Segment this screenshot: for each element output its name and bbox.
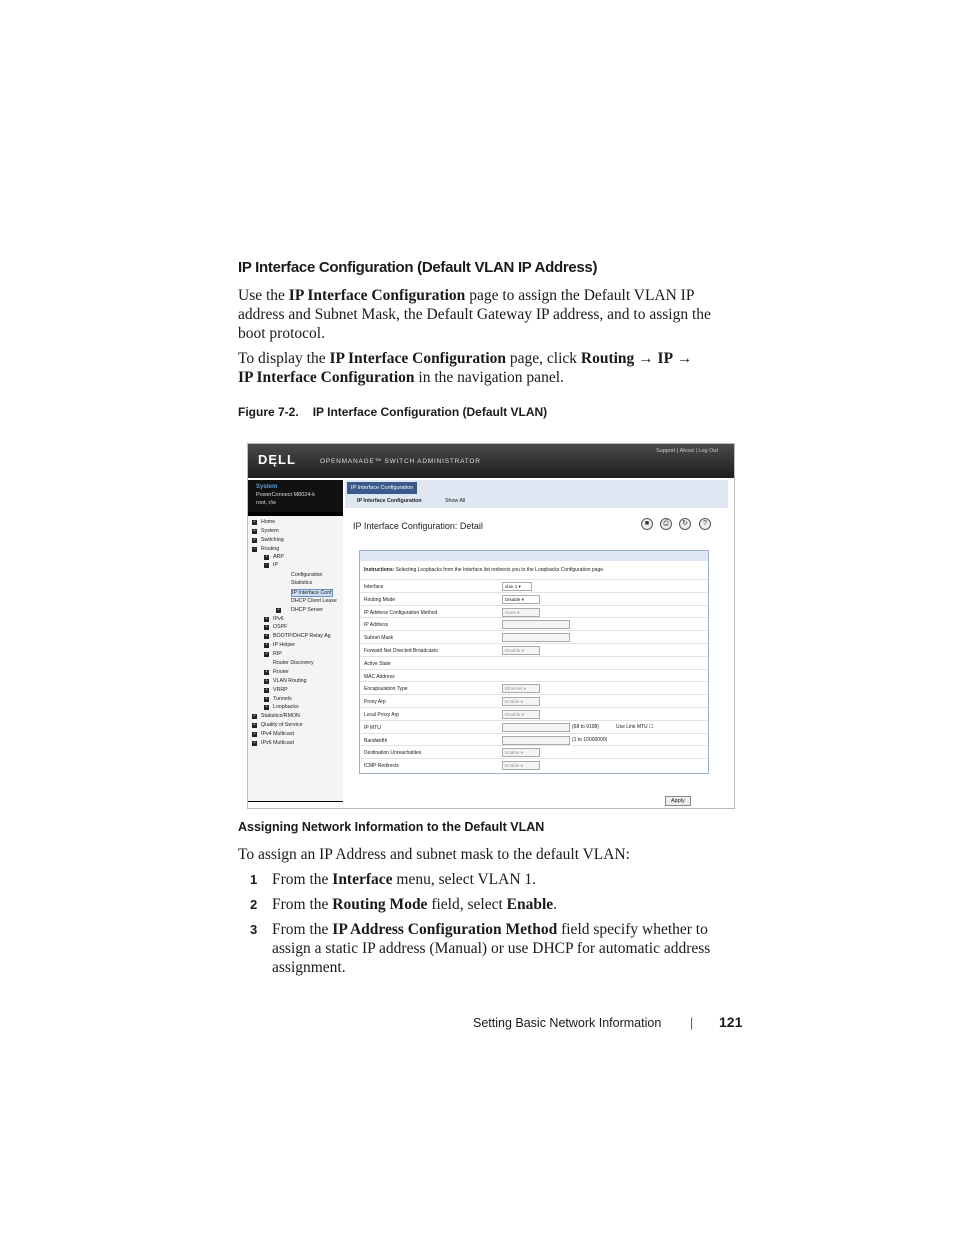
nav-item[interactable]: OSPF	[273, 624, 288, 630]
nav-item[interactable]: IP Interface Conf	[292, 590, 332, 596]
bold-term: IP Address Configuration Method	[332, 921, 558, 938]
text-field[interactable]	[502, 736, 570, 745]
nav-item[interactable]: RIP	[273, 651, 282, 657]
refresh-icon[interactable]: ↻	[679, 518, 691, 530]
expand-icon[interactable]: +	[265, 634, 268, 639]
step-3	[250, 920, 730, 977]
nav-item[interactable]: BOOTP/DHCP Relay Ag	[273, 633, 331, 639]
instructions-label: Instructions:	[364, 567, 395, 573]
bold-term: IP Interface Configuration	[329, 350, 506, 367]
nav-item[interactable]: Statistics	[291, 580, 313, 586]
nav-item[interactable]: DHCP Client Lease	[291, 598, 337, 604]
system-title[interactable]: System	[256, 484, 278, 490]
field-label: Proxy Arp	[364, 699, 386, 706]
text: From the	[272, 896, 333, 913]
nav-item[interactable]: System	[261, 528, 279, 534]
text: To display the	[238, 350, 330, 367]
arrow: →	[673, 350, 693, 367]
text-field[interactable]	[502, 620, 570, 629]
bold-term: Enable	[506, 896, 554, 913]
select-field[interactable]: Disable ▾	[502, 710, 540, 719]
system-model: PowerConnect M8024-k	[256, 492, 316, 498]
expand-icon[interactable]: +	[265, 652, 268, 657]
field-label: Subnet Mask	[364, 635, 394, 642]
expand-icon[interactable]: +	[253, 714, 256, 719]
select-field[interactable]: Enable ▾	[502, 697, 540, 706]
text: field specify whether to	[557, 921, 708, 938]
field-label: MAC Address	[364, 673, 395, 680]
nav-item[interactable]: Quality of Service	[261, 722, 303, 728]
expand-icon[interactable]: +	[253, 520, 256, 525]
expand-icon[interactable]: +	[253, 741, 256, 746]
nav-item[interactable]: Routing	[261, 546, 280, 552]
figure-screenshot	[247, 443, 735, 809]
select-field[interactable]: vlan 1 ▾	[502, 582, 532, 591]
nav-item[interactable]: IPv6	[273, 616, 284, 622]
text: address and Subnet Mask, the Default Gateway IP address, and to assign the	[238, 306, 711, 323]
text: page to assign the Default VLAN IP	[465, 287, 695, 304]
text: field, select	[427, 896, 507, 913]
text: assign a static IP address (Manual) or use DHCP for automatic address	[272, 940, 711, 957]
navigation-paragraph	[238, 349, 738, 387]
nav-tree	[248, 516, 343, 801]
field-label: IP Address Configuration Method	[364, 609, 438, 616]
step-number: 1	[250, 872, 258, 887]
nav-panel	[248, 480, 343, 802]
page-number: 121	[719, 1014, 743, 1030]
expand-icon[interactable]: +	[277, 608, 280, 613]
nav-item[interactable]: Home	[261, 519, 276, 525]
figure-label: Figure 7-2.	[238, 405, 299, 419]
collapse-icon[interactable]: −	[265, 563, 268, 568]
print-icon[interactable]: ⎙	[660, 518, 672, 530]
nav-item[interactable]: Statistics/RMON	[261, 713, 300, 719]
select-field[interactable]: Enable ▾	[502, 761, 540, 770]
nav-item[interactable]: IPv4 Multicast	[261, 731, 294, 737]
field-label: Forward Net Directed Broadcasts	[364, 648, 438, 654]
text: assignment.	[272, 959, 346, 976]
step-number: 3	[250, 922, 258, 937]
save-icon[interactable]: ■	[641, 518, 653, 530]
nav-item[interactable]: IP Helper	[273, 642, 295, 648]
figure-title: IP Interface Configuration (Default VLAN)	[312, 405, 548, 419]
bold-term: Interface	[332, 871, 393, 888]
expand-icon[interactable]: +	[265, 670, 268, 675]
nav-item[interactable]: Tunnels	[273, 696, 292, 702]
select-field[interactable]: Ethernet ▾	[502, 684, 540, 693]
field-label: Routing Mode	[364, 596, 396, 603]
text: From the	[272, 921, 333, 938]
text: in the navigation panel.	[414, 369, 564, 386]
field-label: Destination Unreachables	[364, 750, 422, 757]
nav-item[interactable]: VLAN Routing	[273, 678, 307, 684]
range-hint: (68 to 9198)	[572, 723, 599, 730]
text: Use the	[238, 287, 289, 304]
expand-icon[interactable]: +	[265, 643, 268, 648]
subtab-configuration[interactable]: IP Interface Configuration	[357, 498, 422, 504]
system-info	[248, 480, 343, 512]
nav-item[interactable]: IP	[273, 562, 279, 568]
nav-item[interactable]: VRRP	[273, 687, 288, 693]
select-field[interactable]: Disable ▾	[502, 595, 540, 604]
config-form	[359, 550, 709, 774]
nav-item[interactable]: Switching	[261, 537, 284, 543]
intro-paragraph	[238, 286, 738, 343]
bold-term: IP Interface Configuration	[288, 287, 466, 304]
tab-bar	[345, 480, 728, 508]
expand-icon[interactable]: +	[265, 617, 268, 622]
expand-icon[interactable]: +	[253, 723, 256, 728]
expand-icon[interactable]: +	[265, 555, 268, 560]
field-label: Bandwidth	[364, 737, 388, 744]
nav-item[interactable]: Loopbacks	[273, 704, 299, 710]
arrow: →	[634, 350, 658, 367]
bold-term: IP	[657, 350, 674, 367]
app-title: OPENMANAGE™ SWITCH ADMINISTRATOR	[320, 458, 481, 465]
text: From the	[272, 871, 333, 888]
expand-icon[interactable]: +	[265, 705, 268, 710]
apply-button[interactable]: Apply	[665, 796, 691, 806]
header-links[interactable]: Support | About | Log Out	[656, 448, 718, 454]
text-field[interactable]	[502, 723, 570, 732]
expand-icon[interactable]: +	[265, 679, 268, 684]
instructions-text: Selecting Loopbacks from the Interface list redirects you to the Loopbacks Configuration page.	[394, 567, 605, 573]
select-field[interactable]: None ▾	[502, 608, 540, 617]
nav-item[interactable]: DHCP Server	[291, 607, 323, 613]
subsection-heading: Assigning Network Information to the Default VLAN	[238, 820, 545, 834]
text: page, click	[506, 350, 581, 367]
text-field[interactable]	[502, 633, 570, 642]
bold-term: IP Interface Configuration	[238, 369, 415, 386]
system-user: root, r/w	[256, 500, 276, 506]
expand-icon[interactable]: +	[253, 529, 256, 534]
section-heading: IP Interface Configuration (Default VLAN IP Address)	[238, 259, 598, 276]
footer-section: Setting Basic Network Information	[473, 1016, 662, 1030]
field-label: Local Proxy Arp	[364, 712, 400, 718]
dell-logo: DĘLL	[258, 452, 296, 467]
bold-term: Routing Mode	[332, 896, 428, 913]
field-label: Active State	[364, 660, 391, 667]
nav-item[interactable]: Configuration	[291, 572, 323, 578]
content-panel	[345, 480, 728, 808]
nav-item[interactable]: Router Discovery	[273, 660, 314, 666]
collapse-icon[interactable]: −	[253, 547, 256, 552]
tab-ip-interface-configuration[interactable]: IP Interface Configuration	[347, 482, 417, 494]
select-field[interactable]: Enable ▾	[502, 748, 540, 757]
steps-intro: To assign an IP Address and subnet mask to the default VLAN:	[238, 846, 630, 863]
use-link-mtu-checkbox[interactable]: Use Link MTU ☐	[616, 723, 654, 730]
nav-item[interactable]: ARP	[273, 554, 284, 560]
text: .	[553, 896, 558, 913]
footer-separator: |	[690, 1016, 694, 1030]
instructions	[364, 567, 604, 573]
form-row	[360, 758, 708, 772]
expand-icon[interactable]: +	[265, 697, 268, 702]
range-hint: (1 to 10000000)	[572, 736, 608, 743]
field-label: Encapsulation Type	[364, 686, 408, 693]
form-header	[360, 551, 708, 561]
expand-icon[interactable]: +	[253, 732, 256, 737]
expand-icon[interactable]: +	[265, 625, 268, 630]
field-label: ICMP Redirects	[364, 763, 399, 770]
step-1	[250, 870, 730, 889]
app-header	[248, 444, 734, 478]
subtab-show-all[interactable]: Show All	[445, 498, 466, 504]
figure-caption	[238, 405, 547, 419]
field-label: Interface	[364, 584, 384, 590]
select-field[interactable]: Disable ▾	[502, 646, 540, 655]
expand-icon[interactable]: +	[253, 538, 256, 543]
step-number: 2	[250, 897, 258, 912]
nav-item[interactable]: Router	[273, 669, 289, 675]
help-icon[interactable]: ?	[699, 518, 711, 530]
field-label: IP Address	[364, 622, 389, 629]
text: menu, select VLAN 1.	[392, 871, 537, 888]
page-title: IP Interface Configuration: Detail	[353, 521, 483, 531]
step-2	[250, 895, 730, 914]
bold-term: Routing	[580, 350, 635, 367]
text: boot protocol.	[238, 325, 325, 342]
field-label: IP MTU	[364, 724, 381, 731]
expand-icon[interactable]: +	[265, 688, 268, 693]
nav-item[interactable]: IPv6 Multicast	[261, 740, 294, 746]
